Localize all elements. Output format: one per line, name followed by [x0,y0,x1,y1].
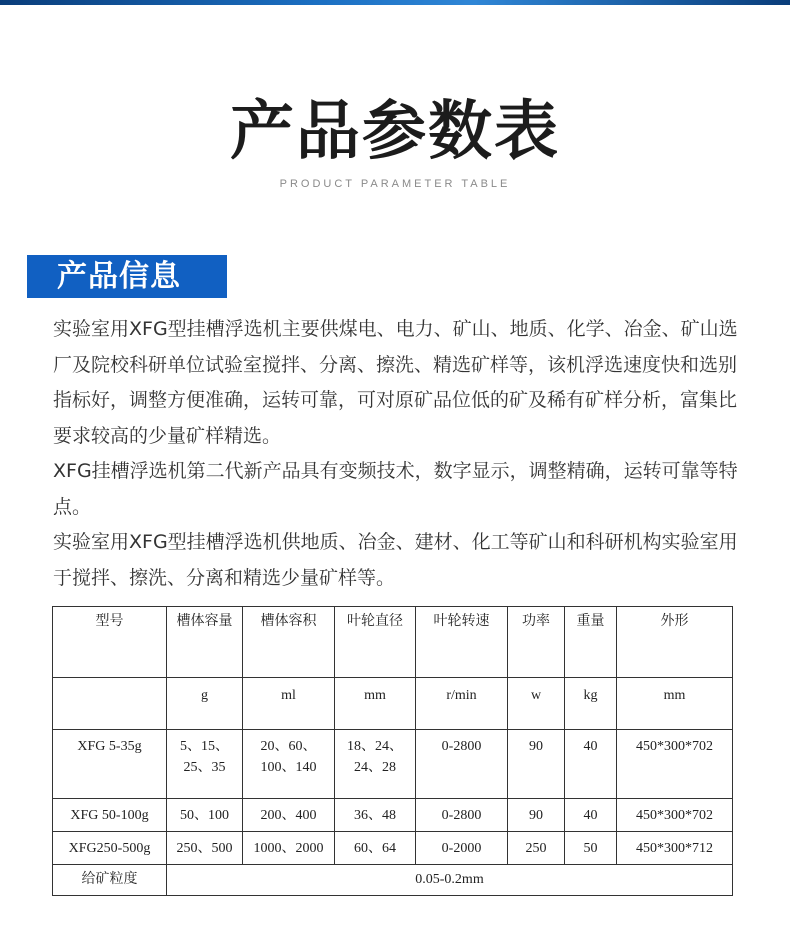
table-cell: XFG250-500g [53,832,167,865]
header-cell-capacity: 槽体容量 [167,607,243,678]
intro-paragraph: 实验室用XFG型挂槽浮选机主要供煤电、电力、矿山、地质、化学、冶金、矿山选厂及院校科研单位试验室搅拌、分离、擦洗、精选矿样等，该机浮选速度快和选别指标好，调整方便准确，运转可靠，可对原矿品位低的矿及稀有矿样分析，富集比要求较高的少量矿样精选。 [53,318,738,447]
table-cell: 40 [565,730,617,799]
feed-size-value: 0.05-0.2mm [167,865,733,896]
table-cell: 200、400 [243,799,335,832]
table-row-feed-size [53,865,733,896]
parameter-table [52,606,733,896]
page-title: 产品参数表 [230,95,560,169]
top-stripe [0,0,790,5]
table-cell: 50 [565,832,617,865]
table-row [53,730,733,799]
table-row [53,832,733,865]
header-cell-power: 功率 [508,607,565,678]
page-subtitle: PRODUCT PARAMETER TABLE [279,178,511,190]
product-intro [53,312,753,596]
table-cell: 1000、2000 [243,832,335,865]
table-header-row [53,607,733,678]
intro-paragraph: XFG挂槽浮选机第二代新产品具有变频技术，数字显示，调整精确，运转可靠等特点。 [53,460,738,518]
table-cell: XFG 50-100g [53,799,167,832]
table-cell: 18、24、24、28 [335,730,416,799]
table-cell: 20、60、100、140 [243,730,335,799]
header-cell-impeller-speed: 叶轮转速 [416,607,508,678]
unit-cell [53,678,167,730]
table-cell: 250 [508,832,565,865]
header-cell-volume: 槽体容积 [243,607,335,678]
feed-size-label: 给矿粒度 [53,865,167,896]
section-title-badge: 产品信息 [27,255,227,298]
table-cell: 36、48 [335,799,416,832]
table-cell: 40 [565,799,617,832]
table-cell: XFG 5-35g [53,730,167,799]
table-cell: 450*300*702 [617,799,733,832]
intro-paragraph: 实验室用XFG型挂槽浮选机供地质、冶金、建材、化工等矿山和科研机构实验室用于搅拌、擦洗、分离和精选少量矿样等。 [53,531,738,589]
header-cell-model: 型号 [53,607,167,678]
table-cell: 50、100 [167,799,243,832]
unit-cell: mm [335,678,416,730]
unit-cell: kg [565,678,617,730]
header-cell-weight: 重量 [565,607,617,678]
table-cell: 5、15、25、35 [167,730,243,799]
table-cell: 60、64 [335,832,416,865]
table-cell: 0-2000 [416,832,508,865]
unit-cell: ml [243,678,335,730]
table-cell: 250、500 [167,832,243,865]
header-cell-dimensions: 外形 [617,607,733,678]
header-cell-impeller-diameter: 叶轮直径 [335,607,416,678]
table-cell: 450*300*712 [617,832,733,865]
table-row [53,799,733,832]
unit-cell: w [508,678,565,730]
table-cell: 0-2800 [416,730,508,799]
table-cell: 450*300*702 [617,730,733,799]
table-cell: 90 [508,730,565,799]
unit-cell: r/min [416,678,508,730]
table-cell: 0-2800 [416,799,508,832]
unit-cell: mm [617,678,733,730]
table-unit-row [53,678,733,730]
unit-cell: g [167,678,243,730]
table-cell: 90 [508,799,565,832]
